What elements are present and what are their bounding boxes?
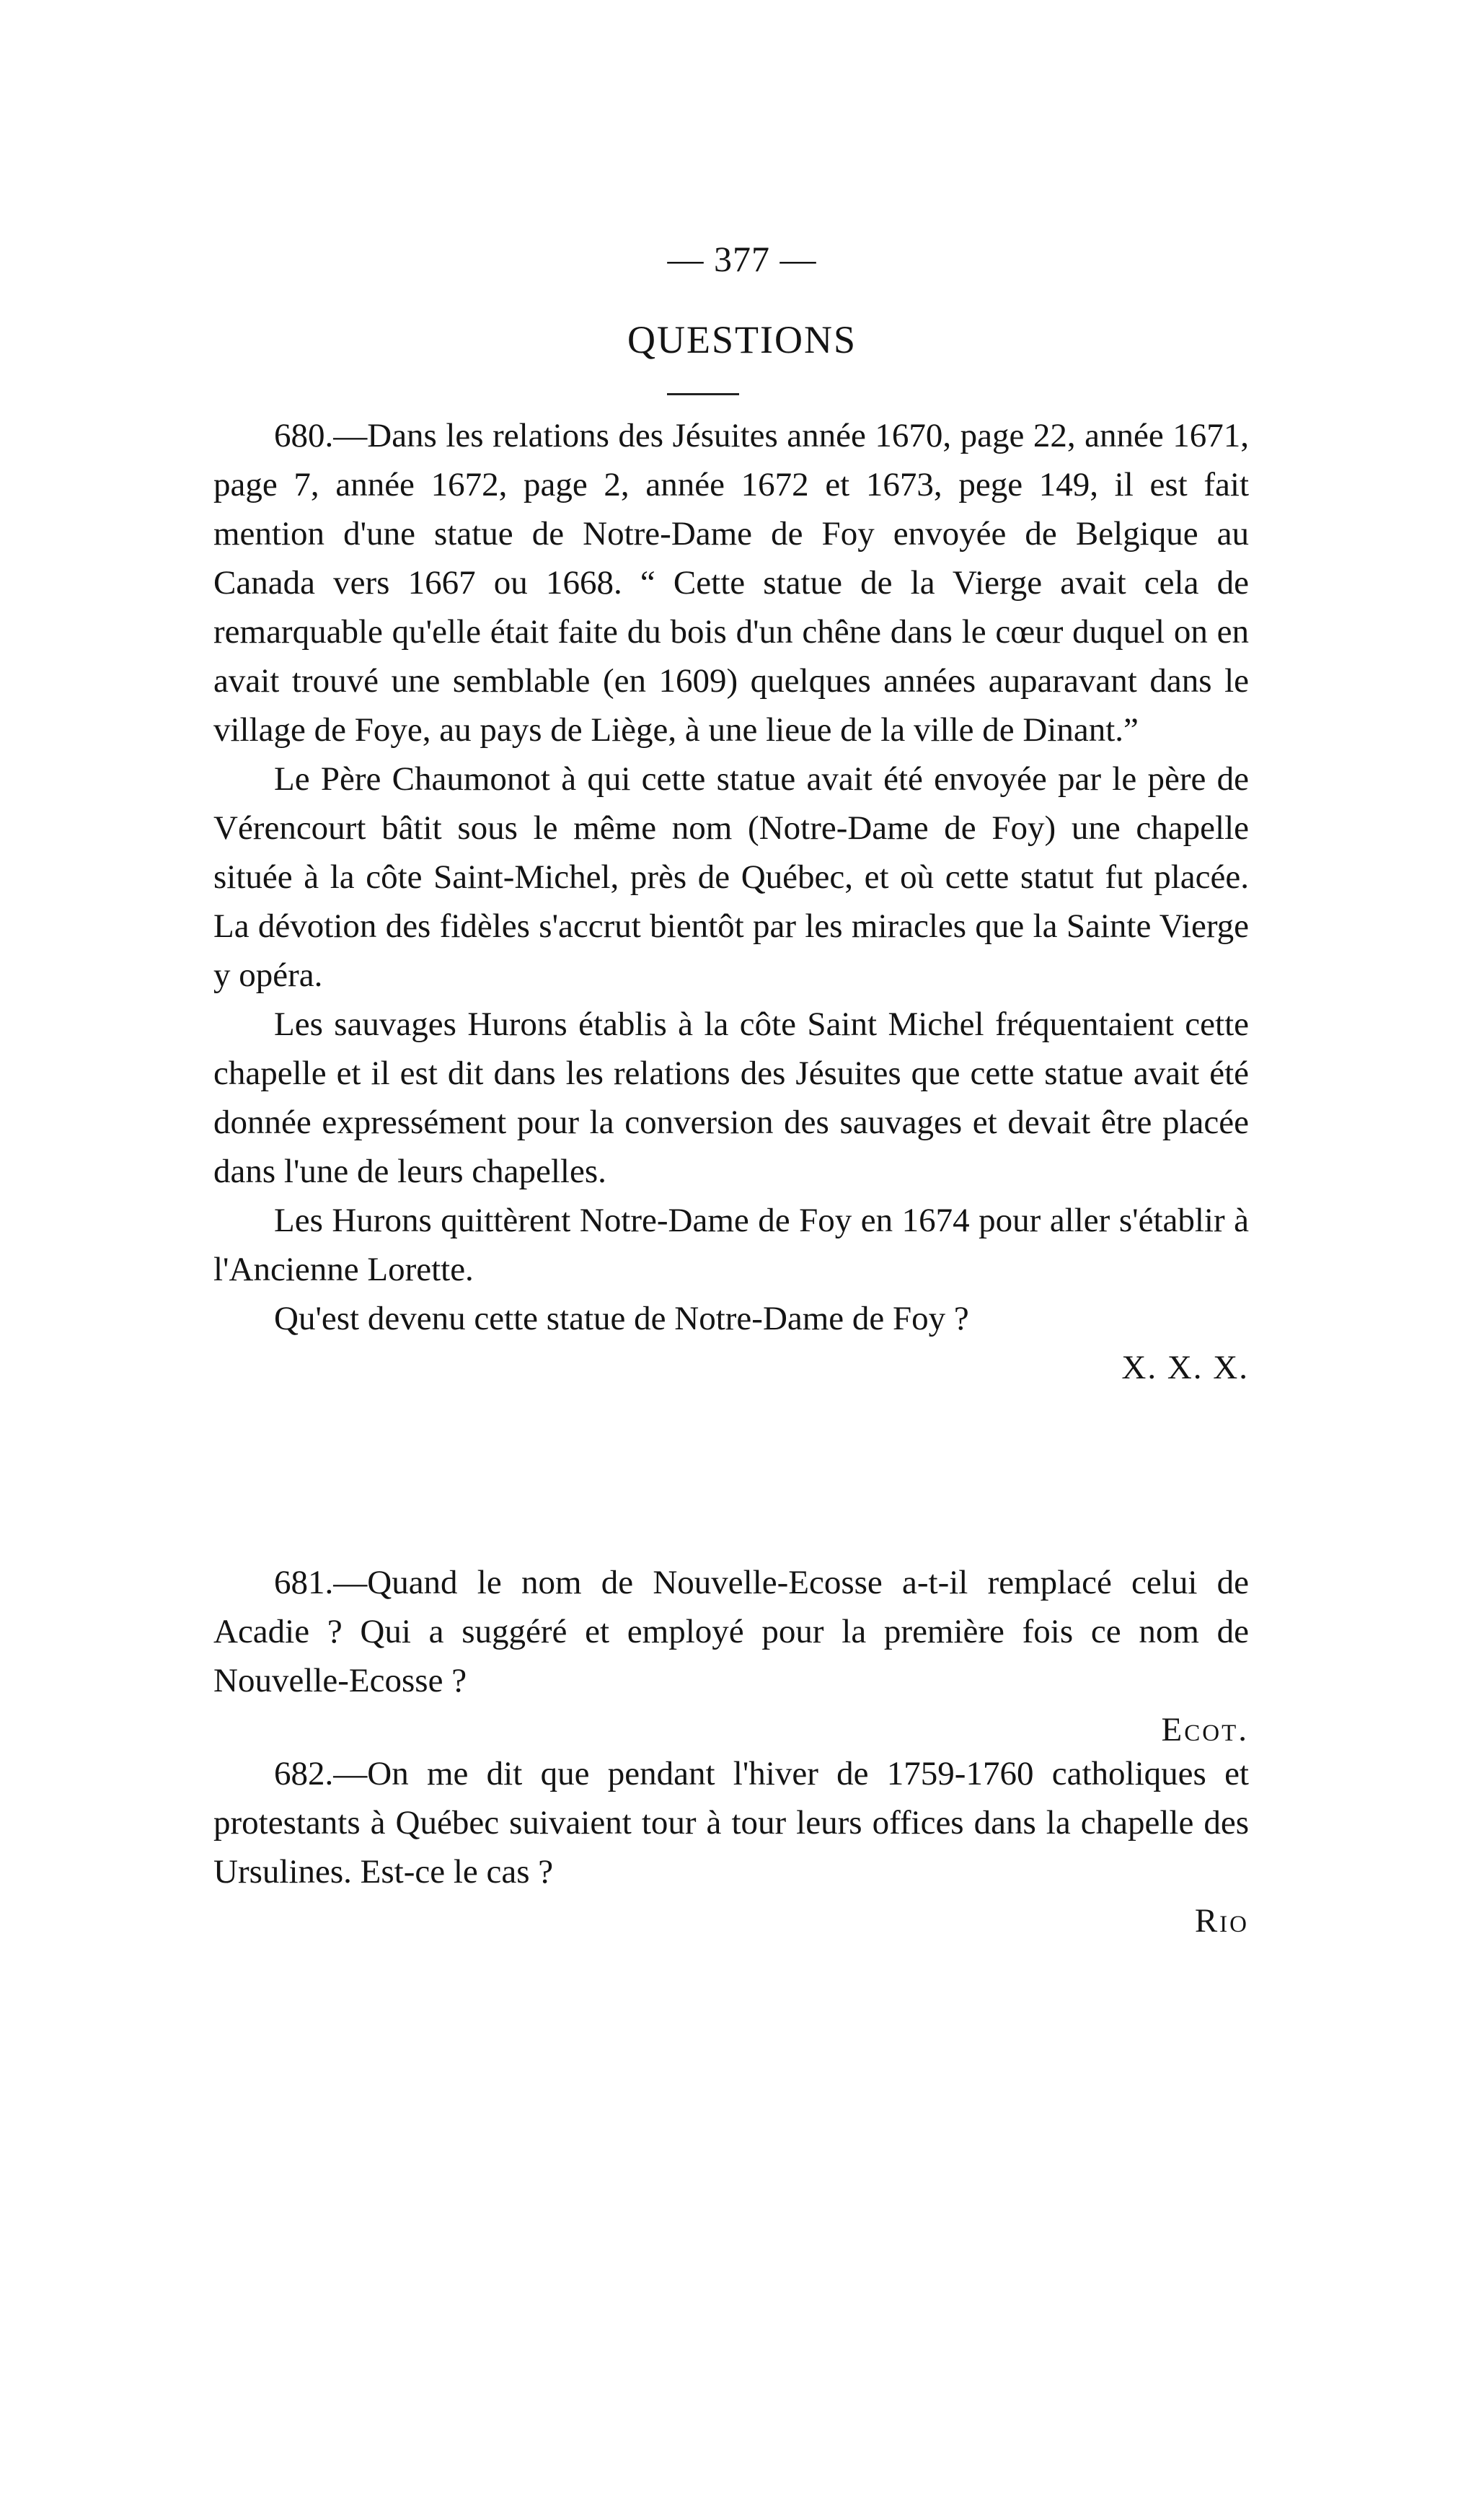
question-681-signature: Ecot.: [1161, 1711, 1249, 1748]
question-682-signature: Rio: [1194, 1902, 1249, 1940]
question-682-paragraph-1: 682.—On me dit que pendant l'hiver de 1759-1760 catholiques et protestants à Québec suivaient tour à tour leurs offices dans la chapelle des Ursulines. Est-ce le cas ?: [213, 1755, 1249, 1891]
question-680-paragraph-3: Les sauvages Hurons établis à la côte Saint Michel fréquentaient cette chapelle et il est dit dans les relations des Jésuites que cette statue avait été donnée expressément pour la conversion des sauvages et devait être placée dans l'une de leurs chapelles.: [213, 1006, 1249, 1190]
question-680-signature: X. X. X.: [1121, 1349, 1249, 1386]
question-681: [213, 1558, 1249, 1754]
page-heading: QUESTIONS: [627, 318, 857, 361]
question-680-paragraph-1: 680.—Dans les relations des Jésuites année 1670, page 22, année 1671, page 7, année 1672, page 2, année 1672 et 1673, pege 149, il est fait mention d'une statue de Notre-Dame de Foy envoyée de Belgique au Canada vers 1667 ou 1668. “ Cette statue de la Vierge avait cela de remarquable qu'elle était faite du bois d'un chêne dans le cœur duquel on en avait trouvé une semblable (en 1609) quelques années auparavant dans le village de Foye, au pays de Liège, à une lieue de la ville de Dinant.”: [213, 417, 1249, 749]
question-680: [213, 411, 1249, 1392]
question-680-paragraph-4: Les Hurons quittèrent Notre-Dame de Foy en 1674 pour aller s'établir à l'Ancienne Lorette.: [213, 1202, 1249, 1288]
question-682: [213, 1749, 1249, 1945]
question-681-paragraph-1: 681.—Quand le nom de Nouvelle-Ecosse a-t-il remplacé celui de Acadie ? Qui a suggéré et employé pour la première fois ce nom de Nouvelle-Ecosse ?: [213, 1564, 1249, 1699]
question-680-paragraph-2: Le Père Chaumonot à qui cette statue avait été envoyée par le père de Vérencourt bâtit sous le même nom (Notre-Dame de Foy) une chapelle située à la côte Saint-Michel, près de Québec, et où cette statut fut placée. La dévotion des fidèles s'accrut bientôt par les miracles que la Sainte Vierge y opéra.: [213, 760, 1249, 994]
question-680-paragraph-5: Qu'est devenu cette statue de Notre-Dame de Foy ?: [274, 1300, 969, 1337]
page-number: — 377 —: [667, 239, 817, 279]
heading-rule: [667, 393, 739, 395]
